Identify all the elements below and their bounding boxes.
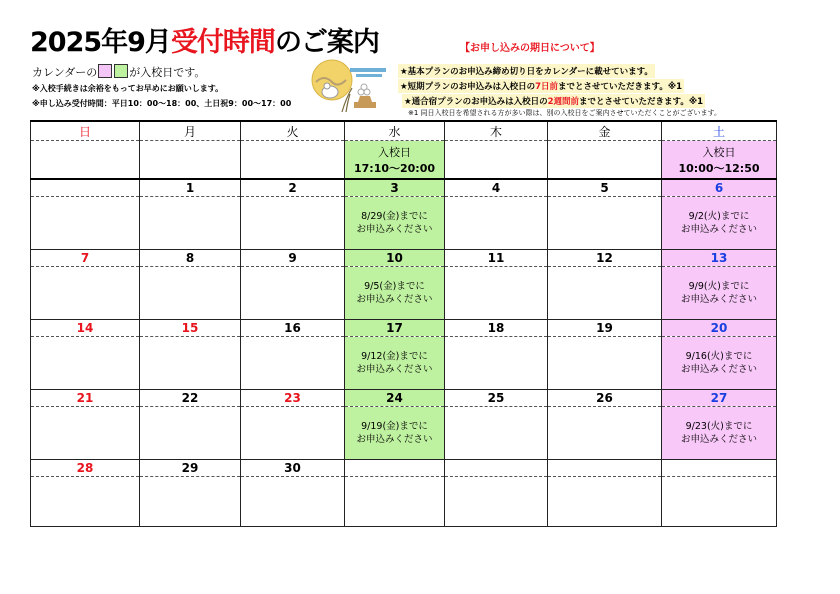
day-number: 19 bbox=[548, 320, 662, 337]
day-number: 11 bbox=[445, 250, 548, 267]
legend-green-swatch bbox=[114, 64, 128, 78]
day-number: 30 bbox=[241, 460, 345, 477]
day-number: 7 bbox=[31, 250, 140, 267]
empty-cell bbox=[445, 267, 548, 320]
deadline-note: 9/19(金)までに お申込みください bbox=[345, 407, 445, 460]
day-number bbox=[662, 460, 777, 477]
empty-cell bbox=[662, 477, 777, 527]
day-number: 28 bbox=[31, 460, 140, 477]
day-number bbox=[548, 460, 662, 477]
day-number: 29 bbox=[140, 460, 241, 477]
day-number: 20 bbox=[662, 320, 777, 337]
day-number: 12 bbox=[548, 250, 662, 267]
week-deadline-row bbox=[31, 337, 777, 390]
day-number bbox=[445, 460, 548, 477]
page-title: 2025年9月受付時間のご案内 bbox=[30, 27, 379, 58]
empty-cell bbox=[241, 267, 345, 320]
week-date-row bbox=[31, 179, 777, 197]
empty-cell bbox=[140, 407, 241, 460]
rule-short-plan: ★短期プランのお申込みは入校日の7日前までとさせていただきます。※1 bbox=[398, 79, 684, 93]
weekday-wed: 水 bbox=[345, 121, 445, 141]
day-number: 15 bbox=[140, 320, 241, 337]
day-number: 23 bbox=[241, 390, 345, 407]
day-number: 26 bbox=[548, 390, 662, 407]
day-number: 22 bbox=[140, 390, 241, 407]
day-number: 21 bbox=[31, 390, 140, 407]
calendar-body bbox=[31, 179, 777, 527]
deadline-note: 9/2(火)までに お申込みください bbox=[662, 197, 777, 250]
legend-pink-swatch bbox=[98, 64, 112, 78]
week-date-row bbox=[31, 390, 777, 407]
empty-cell bbox=[445, 197, 548, 250]
deadline-note: 9/16(火)までに お申込みください bbox=[662, 337, 777, 390]
week-deadline-row bbox=[31, 477, 777, 527]
empty-cell bbox=[31, 197, 140, 250]
rule-basic-plan: ★基本プランのお申込み締め切り日をカレンダーに載せています。 bbox=[398, 64, 655, 78]
deadline-note: 9/12(金)までに お申込みください bbox=[345, 337, 445, 390]
weekday-header-row bbox=[31, 121, 777, 141]
moon-viewing-illustration-icon bbox=[306, 58, 390, 114]
note-reception-hours: ※申し込み受付時間：平日10：00～18：00、土日祝9：00～17：00 bbox=[32, 99, 292, 108]
empty-cell bbox=[241, 197, 345, 250]
deadline-note: 9/5(金)までに お申込みください bbox=[345, 267, 445, 320]
week-deadline-row bbox=[31, 407, 777, 460]
empty-cell bbox=[548, 407, 662, 460]
entry-time-row bbox=[31, 141, 777, 180]
week-deadline-row bbox=[31, 197, 777, 250]
day-number: 1 bbox=[140, 179, 241, 197]
calendar-table bbox=[30, 120, 777, 527]
notice-heading: 【お申し込みの期日について】 bbox=[460, 43, 600, 54]
day-number: 9 bbox=[241, 250, 345, 267]
empty-cell bbox=[241, 337, 345, 390]
day-number: 27 bbox=[662, 390, 777, 407]
day-number: 16 bbox=[241, 320, 345, 337]
empty-cell bbox=[345, 477, 445, 527]
note-early-procedure: ※入校手続きは余裕をもってお早めにお願いします。 bbox=[32, 84, 224, 93]
day-number: 17 bbox=[345, 320, 445, 337]
week-date-row bbox=[31, 250, 777, 267]
empty-cell bbox=[548, 197, 662, 250]
deadline-note: 9/9(火)までに お申込みください bbox=[662, 267, 777, 320]
week-date-row bbox=[31, 320, 777, 337]
saturday-entry-time: 入校日 10:00～12:50 bbox=[662, 141, 777, 180]
empty-cell bbox=[445, 407, 548, 460]
empty-cell bbox=[140, 337, 241, 390]
legend: カレンダーの が入校日です。 bbox=[32, 66, 206, 79]
day-number bbox=[345, 460, 445, 477]
day-number: 10 bbox=[345, 250, 445, 267]
empty-cell bbox=[31, 477, 140, 527]
day-number: 13 bbox=[662, 250, 777, 267]
weekday-sat: 土 bbox=[662, 121, 777, 141]
day-number: 6 bbox=[662, 179, 777, 197]
day-number: 14 bbox=[31, 320, 140, 337]
empty-cell bbox=[548, 477, 662, 527]
empty-cell bbox=[548, 267, 662, 320]
empty-cell bbox=[31, 267, 140, 320]
weekday-mon: 月 bbox=[140, 121, 241, 141]
day-number: 8 bbox=[140, 250, 241, 267]
week-date-row bbox=[31, 460, 777, 477]
empty-cell bbox=[445, 337, 548, 390]
day-number: 3 bbox=[345, 179, 445, 197]
weekday-tue: 火 bbox=[241, 121, 345, 141]
empty-cell bbox=[140, 477, 241, 527]
empty-cell bbox=[548, 337, 662, 390]
empty-cell bbox=[241, 407, 345, 460]
empty-cell bbox=[445, 477, 548, 527]
weekday-sun: 日 bbox=[31, 121, 140, 141]
weekday-fri: 金 bbox=[548, 121, 662, 141]
empty-cell bbox=[140, 197, 241, 250]
deadline-note: 8/29(金)までに お申込みください bbox=[345, 197, 445, 250]
footnote: ※1 同日入校日を希望される方が多い際は、別の入校日をご案内させていただくことがございます。 bbox=[408, 109, 721, 117]
day-number: 24 bbox=[345, 390, 445, 407]
weekday-thu: 木 bbox=[445, 121, 548, 141]
empty-cell bbox=[31, 407, 140, 460]
week-deadline-row bbox=[31, 267, 777, 320]
day-number: 4 bbox=[445, 179, 548, 197]
day-number: 2 bbox=[241, 179, 345, 197]
empty-cell bbox=[241, 477, 345, 527]
day-number: 25 bbox=[445, 390, 548, 407]
day-number: 18 bbox=[445, 320, 548, 337]
wednesday-entry-time: 入校日 17:10～20:00 bbox=[345, 141, 445, 180]
day-number bbox=[31, 179, 140, 197]
day-number: 5 bbox=[548, 179, 662, 197]
deadline-note: 9/23(火)までに お申込みください bbox=[662, 407, 777, 460]
empty-cell bbox=[140, 267, 241, 320]
empty-cell bbox=[31, 337, 140, 390]
rule-camp-plan: ★通合宿プランのお申込みは入校日の2週間前までとさせていただきます。※1 bbox=[402, 94, 705, 108]
